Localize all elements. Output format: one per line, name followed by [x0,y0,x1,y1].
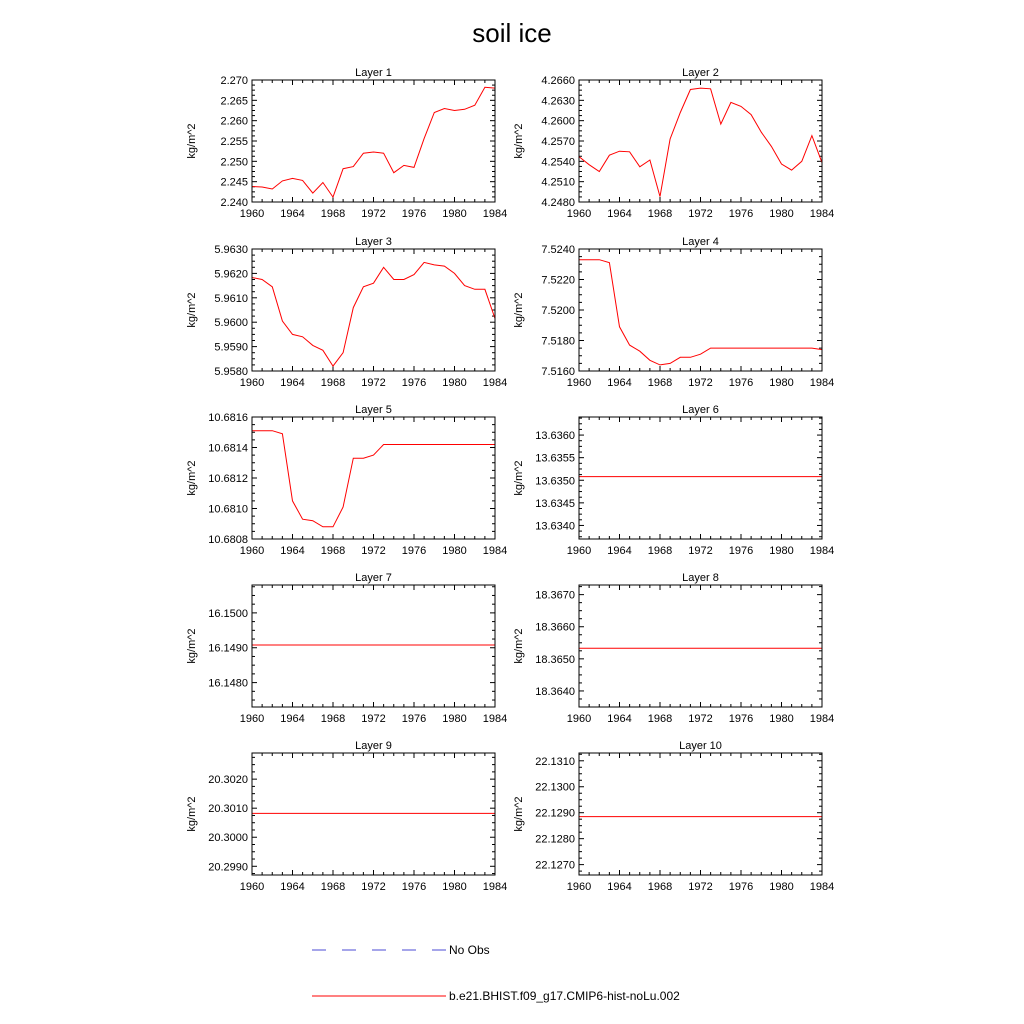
panel-10-xtick-label: 1980 [769,881,794,893]
panel-2-ytick-label: 4.2630 [541,95,575,108]
panel-10-ytick-label: 22.1280 [535,833,575,846]
panel-4-xtick-label: 1964 [607,377,632,389]
panel-6-xtick-label: 1964 [607,545,632,557]
panel-9-ytick-label: 20.3020 [208,774,248,787]
panel-10-title: Layer 10 [679,740,722,752]
panel-5-ytick-label: 10.6812 [208,473,248,485]
panel-1-xtick-label: 1976 [401,208,427,220]
panel-1-xtick-label: 1980 [442,208,467,220]
panel-6-xtick-label: 1980 [769,545,794,557]
panel-8-xtick-label: 1976 [728,713,754,725]
panel-1-frame [252,80,495,202]
legend [312,943,680,1003]
panel-2-xtick-label: 1976 [728,208,754,220]
panel-3-xtick-label: 1964 [280,377,305,389]
panel-8 [513,572,834,725]
panel-5-ylabel: kg/m^2 [186,460,198,496]
panel-4-ytick-label: 7.5240 [541,244,575,256]
panel-7-ytick-label: 16.1500 [208,607,248,620]
panel-1-xtick-label: 1964 [280,208,305,220]
figure-title: soil ice [472,18,552,48]
panel-3-xtick-label: 1972 [361,377,386,389]
panel-8-xtick-label: 1980 [769,713,794,725]
panel-2-xtick-label: 1960 [566,208,592,220]
panel-7-title: Layer 7 [355,572,392,584]
panel-7-ytick-label: 16.1480 [208,677,248,690]
panel-grid [186,67,834,893]
panel-1-xtick-label: 1968 [320,208,346,220]
panel-9-xtick-label: 1972 [361,881,386,893]
panel-9 [186,740,507,893]
panel-7-xtick-label: 1960 [239,713,265,725]
panel-4-frame [579,249,822,371]
panel-8-ytick-label: 18.3670 [535,589,575,602]
panel-1-xtick-label: 1960 [239,208,265,220]
panel-3-ytick-label: 5.9590 [214,341,248,354]
panel-4-xtick-label: 1976 [728,377,754,389]
panel-1-ytick-label: 2.265 [220,95,248,108]
panel-5-xtick-label: 1964 [280,545,305,557]
panel-1-ytick-label: 2.270 [220,75,248,87]
panel-1-ytick-label: 2.245 [220,176,248,189]
panel-10-ytick-label: 22.1270 [535,859,575,872]
panel-5-xtick-label: 1972 [361,545,386,557]
panel-1-ytick-label: 2.260 [220,115,248,128]
panel-2-ytick-label: 4.2510 [541,176,575,189]
panel-6-ytick-label: 13.6345 [535,497,575,510]
panel-4-xtick-label: 1984 [809,377,835,389]
panel-2 [513,67,834,220]
panel-6 [513,404,834,557]
panel-10-xtick-label: 1984 [809,881,835,893]
panel-9-ytick-label: 20.2990 [208,861,248,874]
panel-6-ytick-label: 13.6350 [535,475,575,488]
panel-9-title: Layer 9 [355,740,392,752]
panel-7 [186,572,507,725]
legend-model-label: b.e21.BHIST.f09_g17.CMIP6-hist-noLu.002 [449,989,680,1003]
panel-4-series-line [579,260,822,365]
panel-1-series-line [252,87,495,197]
panel-4-title: Layer 4 [682,236,719,248]
panel-2-frame [579,80,822,202]
panel-1-xtick-label: 1972 [361,208,386,220]
panel-10-ytick-label: 22.1290 [535,807,575,820]
panel-3-xtick-label: 1960 [239,377,265,389]
panel-8-xtick-label: 1960 [566,713,592,725]
panel-1-ytick-label: 2.255 [220,136,248,148]
panel-10-xtick-label: 1968 [647,881,673,893]
panel-3-ytick-label: 5.9620 [214,268,248,281]
panel-6-ytick-label: 13.6360 [535,430,575,443]
panel-7-xtick-label: 1980 [442,713,467,725]
panel-5-frame [252,417,495,539]
panel-5-xtick-label: 1976 [401,545,427,557]
panel-10-xtick-label: 1964 [607,881,632,893]
panel-4-xtick-label: 1968 [647,377,673,389]
panel-6-frame [579,417,822,539]
panel-3-ytick-label: 5.9580 [214,366,248,378]
panel-4-ytick-label: 7.5220 [541,274,575,287]
panel-6-xtick-label: 1968 [647,545,673,557]
panel-10 [513,740,834,893]
panel-2-xtick-label: 1964 [607,208,632,220]
panel-6-xtick-label: 1960 [566,545,592,557]
panel-5-ytick-label: 10.6814 [208,442,248,455]
panel-10-ytick-label: 22.1310 [535,755,575,768]
panel-1-ylabel: kg/m^2 [186,123,198,159]
panel-2-xtick-label: 1984 [809,208,835,220]
panel-4-xtick-label: 1972 [688,377,713,389]
panel-9-xtick-label: 1964 [280,881,305,893]
panel-2-series-line [579,88,822,197]
panel-7-xtick-label: 1976 [401,713,427,725]
panel-9-xtick-label: 1980 [442,881,467,893]
panel-9-frame [252,753,495,875]
panel-5-ytick-label: 10.6808 [208,534,248,546]
panel-2-xtick-label: 1968 [647,208,673,220]
panel-9-ytick-label: 20.3010 [208,803,248,816]
panel-5-xtick-label: 1980 [442,545,467,557]
panel-4-xtick-label: 1980 [769,377,794,389]
panel-7-xtick-label: 1984 [482,713,508,725]
panel-6-ytick-label: 13.6340 [535,520,575,533]
panel-3-xtick-label: 1968 [320,377,346,389]
panel-2-ytick-label: 4.2660 [541,75,575,87]
panel-2-xtick-label: 1972 [688,208,713,220]
panel-6-ytick-label: 13.6355 [535,452,575,465]
panel-6-xtick-label: 1972 [688,545,713,557]
panel-9-ylabel: kg/m^2 [186,796,198,832]
panel-5 [186,404,507,557]
panel-3-xtick-label: 1984 [482,377,508,389]
legend-obs-label: No Obs [449,943,490,957]
panel-3-ytick-label: 5.9610 [214,292,248,305]
panel-2-ytick-label: 4.2570 [541,136,575,148]
panel-6-title: Layer 6 [682,404,719,416]
panel-4-ytick-label: 7.5160 [541,366,575,378]
panel-10-xtick-label: 1972 [688,881,713,893]
panel-3-xtick-label: 1976 [401,377,427,389]
panel-2-ylabel: kg/m^2 [513,123,525,159]
panel-8-xtick-label: 1964 [607,713,632,725]
panel-8-title: Layer 8 [682,572,719,584]
panel-8-frame [579,585,822,707]
panel-3-frame [252,249,495,371]
panel-9-xtick-label: 1984 [482,881,508,893]
panel-8-ytick-label: 18.3660 [535,621,575,634]
panel-3-series-line [252,262,495,366]
panel-7-frame [252,585,495,707]
panel-10-xtick-label: 1976 [728,881,754,893]
panel-5-ytick-label: 10.6810 [208,503,248,516]
panel-3 [186,236,507,389]
panel-8-xtick-label: 1968 [647,713,673,725]
panel-3-ytick-label: 5.9630 [214,244,248,256]
panel-2-ytick-label: 4.2480 [541,197,575,209]
panel-8-ylabel: kg/m^2 [513,628,525,664]
panel-8-ytick-label: 18.3650 [535,653,575,666]
panel-3-title: Layer 3 [355,236,392,248]
panel-1-ytick-label: 2.240 [220,197,248,209]
panel-5-ytick-label: 10.6816 [208,412,248,424]
panel-4-ytick-label: 7.5180 [541,335,575,348]
panel-1-ytick-label: 2.250 [220,156,248,169]
panel-5-title: Layer 5 [355,404,392,416]
panel-4 [513,236,834,389]
panel-8-ytick-label: 18.3640 [535,685,575,698]
panel-2-title: Layer 2 [682,67,719,79]
panel-2-xtick-label: 1980 [769,208,794,220]
panel-1-title: Layer 1 [355,67,392,79]
panel-2-ytick-label: 4.2540 [541,156,575,169]
panel-2-ytick-label: 4.2600 [541,115,575,128]
panel-7-xtick-label: 1972 [361,713,386,725]
panel-9-ytick-label: 20.3000 [208,832,248,845]
panel-10-xtick-label: 1960 [566,881,592,893]
panel-8-xtick-label: 1972 [688,713,713,725]
panel-5-xtick-label: 1968 [320,545,346,557]
panel-1 [186,67,507,220]
panel-4-ylabel: kg/m^2 [513,292,525,328]
panel-6-xtick-label: 1976 [728,545,754,557]
panel-3-ytick-label: 5.9600 [214,317,248,330]
panel-4-ytick-label: 7.5200 [541,305,575,317]
panel-9-xtick-label: 1968 [320,881,346,893]
panel-3-ylabel: kg/m^2 [186,292,198,328]
panel-7-xtick-label: 1964 [280,713,305,725]
panel-7-ytick-label: 16.1490 [208,642,248,655]
panel-7-xtick-label: 1968 [320,713,346,725]
panel-5-xtick-label: 1960 [239,545,265,557]
panel-10-frame [579,753,822,875]
panel-9-xtick-label: 1960 [239,881,265,893]
panel-3-xtick-label: 1980 [442,377,467,389]
panel-6-xtick-label: 1984 [809,545,835,557]
panel-1-xtick-label: 1984 [482,208,508,220]
panel-9-xtick-label: 1976 [401,881,427,893]
panel-7-ylabel: kg/m^2 [186,628,198,664]
panel-10-ytick-label: 22.1300 [535,781,575,794]
panel-4-xtick-label: 1960 [566,377,592,389]
panel-8-xtick-label: 1984 [809,713,835,725]
panel-10-ylabel: kg/m^2 [513,796,525,832]
panel-5-series-line [252,431,495,527]
panel-6-ylabel: kg/m^2 [513,460,525,496]
panel-5-xtick-label: 1984 [482,545,508,557]
